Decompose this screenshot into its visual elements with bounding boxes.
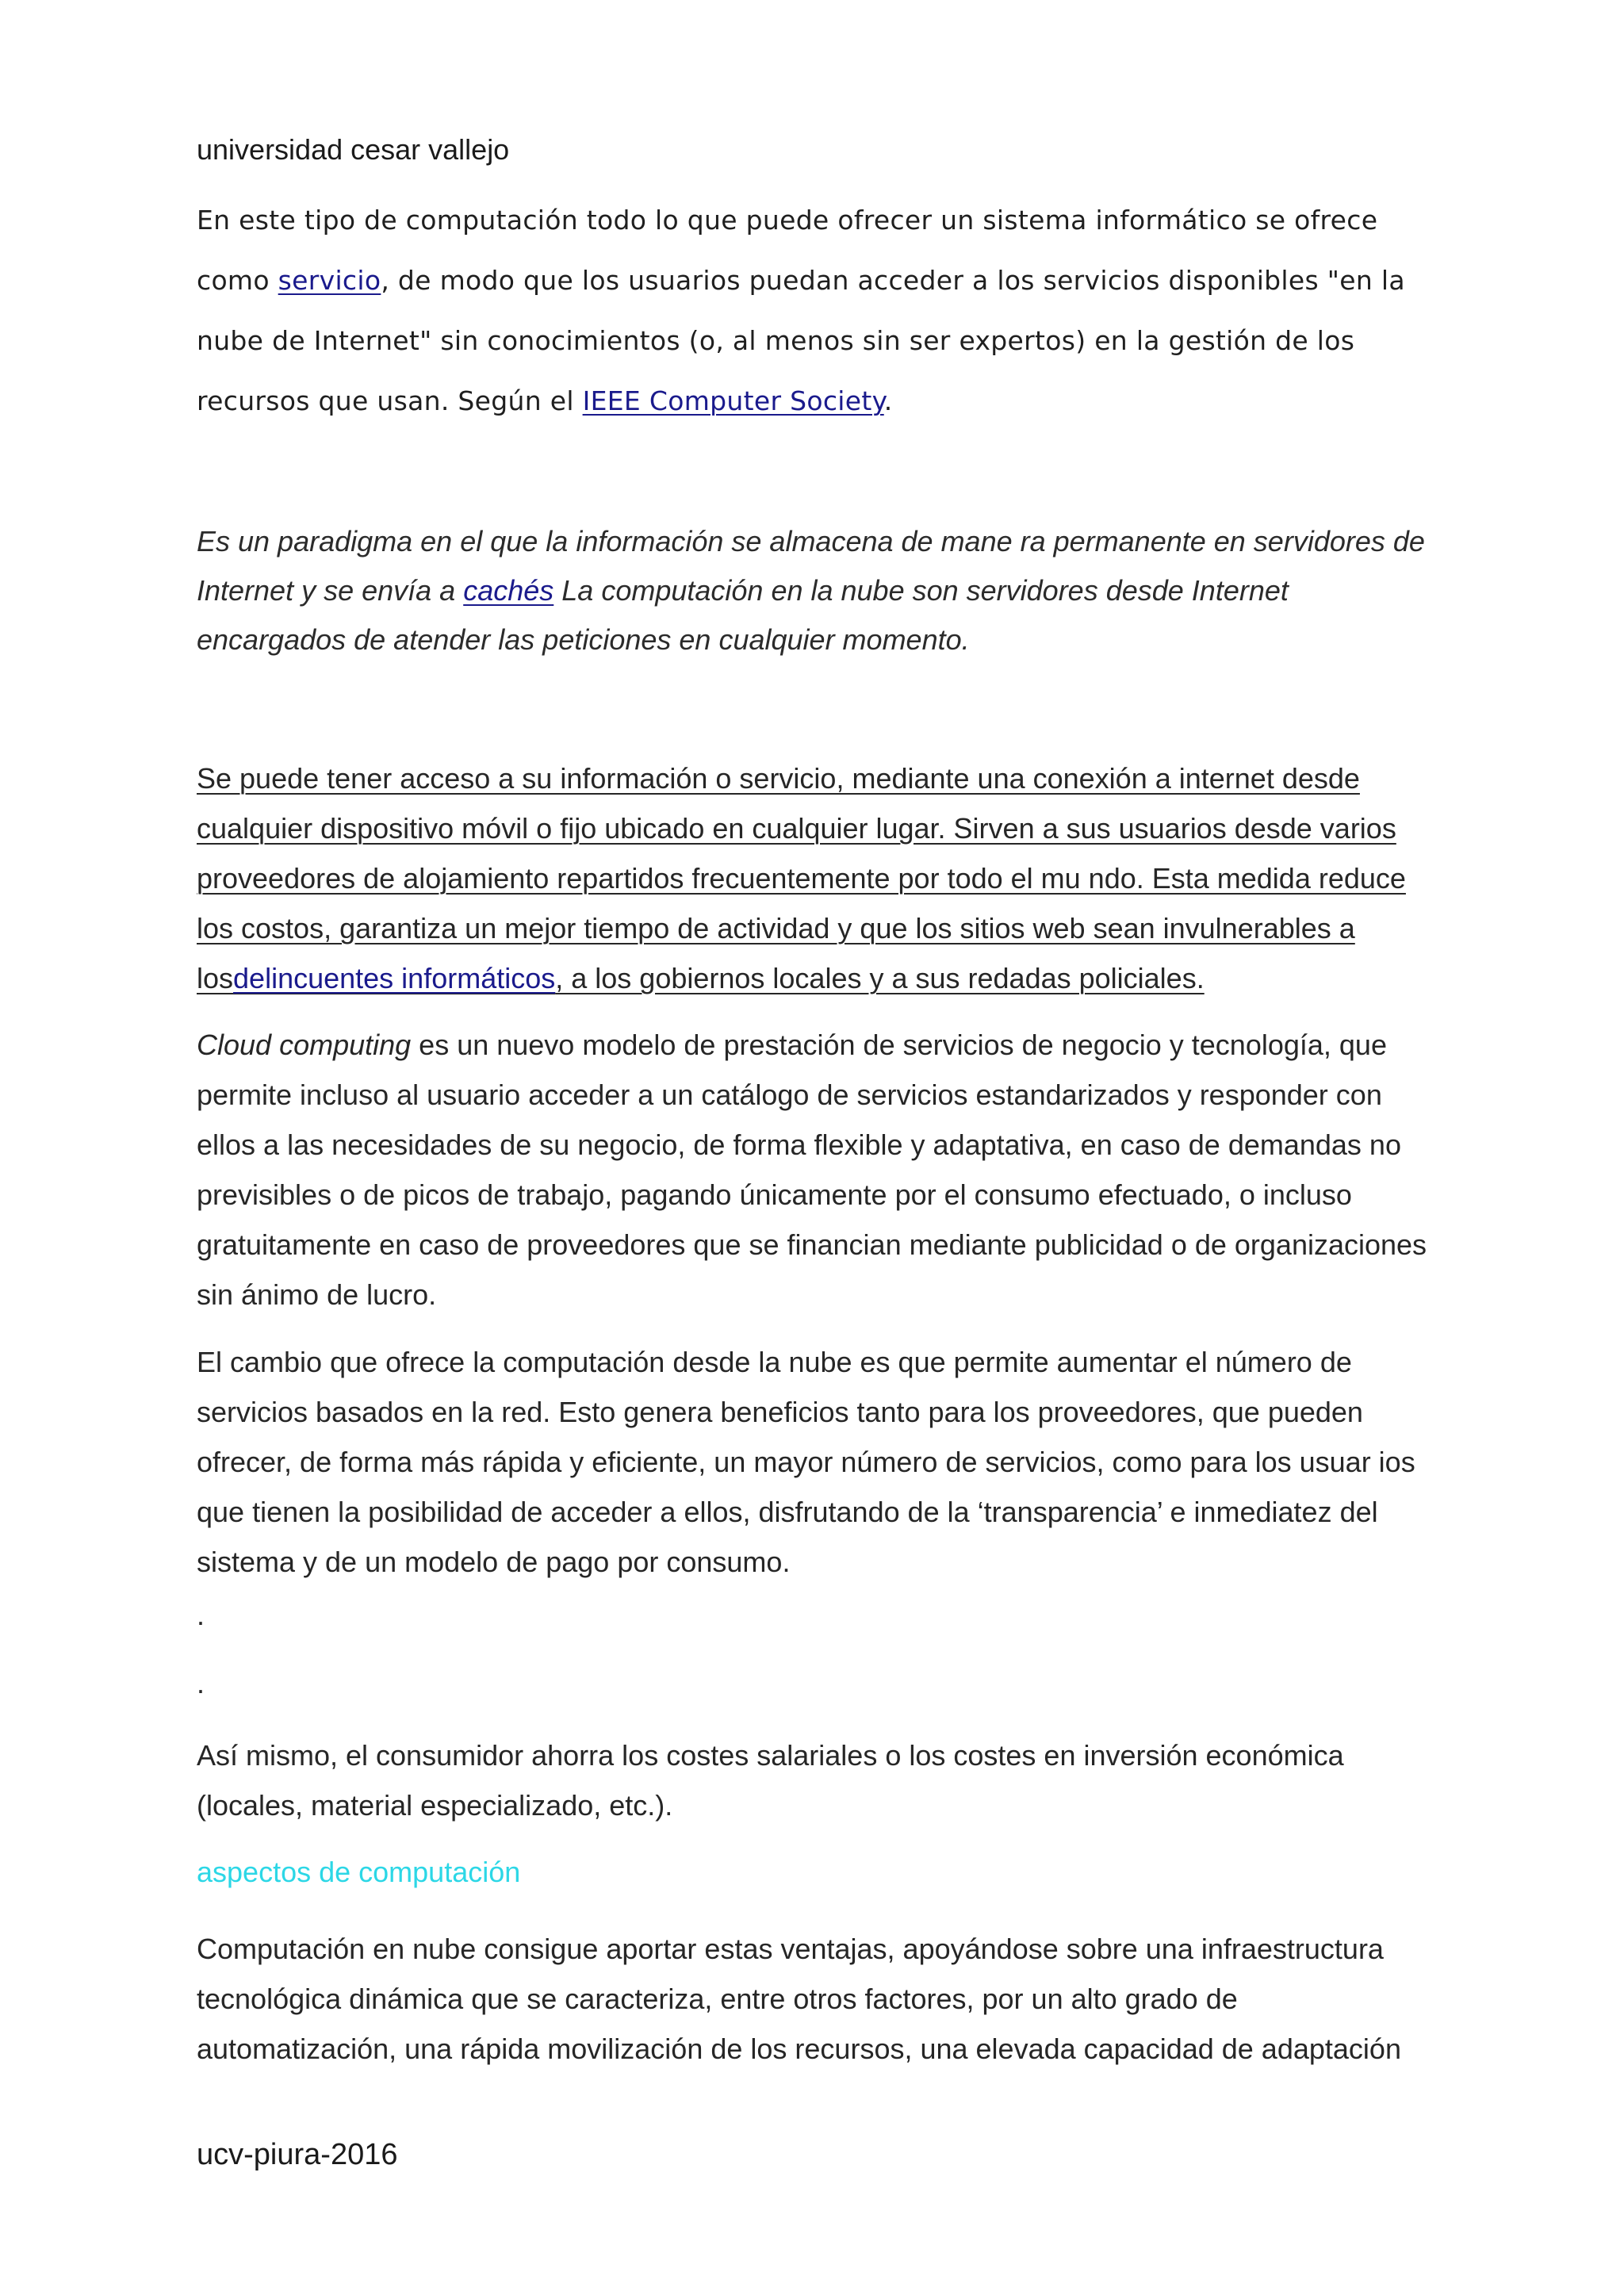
intro-paragraph (197, 190, 1434, 431)
underlined-text-2: , a los gobiernos locales y a sus redadas policiales. (555, 962, 1205, 994)
cambio-paragraph: El cambio que ofrece la computación desde la nube es que permite aumentar el número de servicios basados en la red. Esto genera beneficios tanto para los proveedores, que pueden ofrecer, de forma más rápida y eficiente, un mayor número de servicios, como para los usuar ios que tienen la posibilidad de acceder a ellos, disfrutando de la ‘transparencia’ e inmediatez del sistema y de un modelo de pago por consumo. (197, 1346, 1415, 1578)
separator-dot-2: . (197, 1667, 205, 1699)
cloud-computing-text: es un nuevo modelo de prestación de servicios de negocio y tecnología, que permite incluso al usuario acceder a un catálogo de servicios estandarizados y responder con ellos a las necesidades de su negocio, de forma flexible y adaptativa, en caso de demandas no previsibles o de picos de trabajo, pagando únicamente por el consumo efectuado, o incluso gratuitamente en caso de proveedores que se financian mediante publicidad o de organizaciones sin ánimo de lucro. (197, 1029, 1427, 1311)
link-servicio[interactable]: servicio (278, 265, 381, 296)
separator-dot-1: . (197, 1599, 205, 1631)
cloud-computing-paragraph (197, 1020, 1434, 1320)
intro-text-3: . (883, 385, 893, 416)
cloud-computing-term: Cloud computing (197, 1029, 412, 1061)
link-ieee-computer-society[interactable]: IEEE Computer Society (582, 385, 884, 416)
page-footer: ucv-piura-2016 (197, 2138, 398, 2171)
computacion-paragraph: Computación en nube consigue aportar estas ventajas, apoyándose sobre una infraestructura tecnológica dinámica que se caracteriza, entre otros factores, por un alto grado de automatización, una rápida movilización de los recursos, una elevada capacidad de adaptación (197, 1933, 1401, 2065)
intro-text-2: , de modo que los usuarios puedan acceder a los servicios disponibles "en la nube de Internet" sin conocimientos (o, al menos sin ser expertos) en la gestión de los recursos que usan. Según el (197, 265, 1405, 416)
page-header: universidad cesar vallejo (197, 133, 510, 166)
underlined-paragraph (197, 753, 1434, 1003)
italic-text-1: Es un paradigma en el que la información se almacena de mane ra permanente en servidores de Internet y se envía a (197, 525, 1425, 607)
link-caches[interactable]: cachés (463, 574, 554, 607)
italic-text-2: La computación en la nube son servidores desde Internet encargados de atender las peticiones en cualquier momento. (197, 574, 1289, 656)
asimismo-paragraph: Así mismo, el consumidor ahorra los costes salariales o los costes en inversión económica (locales, material especializado, etc.). (197, 1739, 1344, 1822)
intro-text-1: En este tipo de computación todo lo que puede ofrecer un sistema informático se ofrece como (197, 205, 1378, 296)
aspectos-heading: aspectos de computación (197, 1856, 521, 1888)
underlined-text-1: Se puede tener acceso a su información o servicio, mediante una conexión a internet desde cualquier dispositivo móvil o fijo ubicado en cualquier lugar. Sirven a sus usuarios desde varios proveedores de alojamiento repartidos frecuentemente por todo el mu ndo. Esta medida reduce los costos, garantiza un mejor tiempo de actividad y que los sitios web sean invulnerables a los (197, 762, 1406, 994)
italic-paragraph (197, 517, 1434, 665)
link-delincuentes-informaticos[interactable]: delincuentes informáticos (233, 962, 556, 994)
